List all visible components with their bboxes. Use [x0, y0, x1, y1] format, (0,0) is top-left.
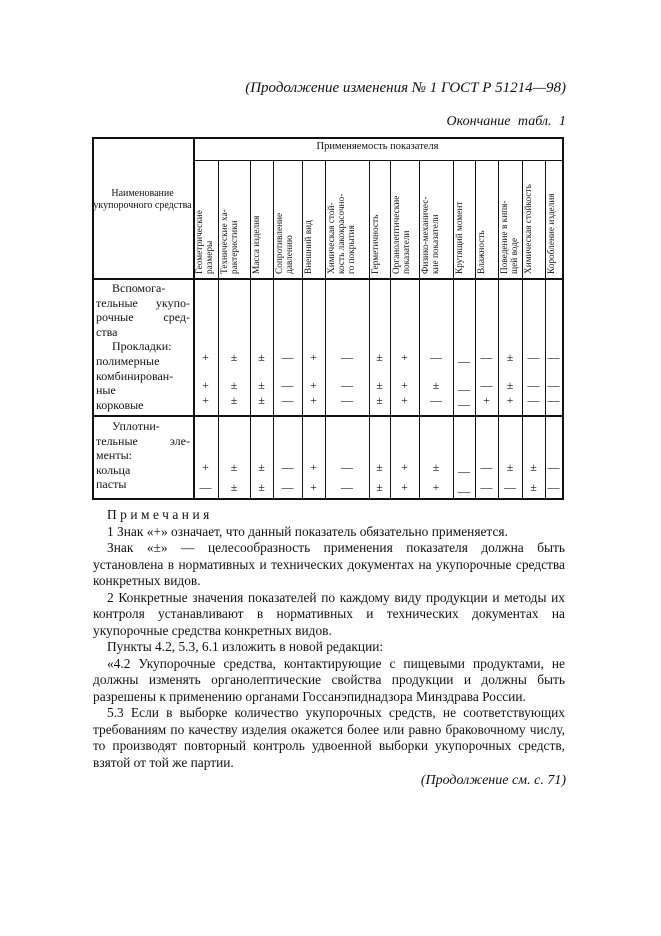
table-cell-value: —	[341, 378, 353, 392]
name-line: Уплотни-	[112, 419, 160, 433]
table-cell-value: —	[504, 480, 516, 494]
table-rule	[218, 160, 219, 498]
table-rule	[273, 160, 274, 498]
name-line: ные	[96, 383, 116, 398]
column-header: Геометрические размеры	[195, 210, 215, 274]
table-cell-value: +	[310, 378, 317, 392]
table-cell-value: +	[483, 393, 490, 407]
table-cell-value: +	[202, 378, 209, 392]
notes-title: Примечания	[107, 507, 213, 522]
table-cell-value: ±	[258, 393, 265, 407]
table-cell-value: —	[281, 378, 294, 392]
table-rule	[369, 160, 370, 498]
table-cell-value: —	[341, 480, 353, 494]
table-cell-value: ±	[506, 460, 514, 474]
table-caption: Окончание табл. 1	[446, 114, 566, 129]
table-cell-value: +	[310, 350, 317, 364]
table-cell-value: ±	[376, 393, 383, 407]
table-cell-value: ±	[258, 378, 265, 392]
table-rule	[92, 137, 562, 139]
table-rule	[562, 137, 564, 500]
table-rule	[92, 498, 562, 500]
table-cell-value: —	[547, 460, 560, 474]
table-rule	[193, 160, 562, 161]
table-rule	[522, 160, 523, 498]
name-line: Прокладки:	[112, 339, 172, 354]
table-rule	[390, 160, 391, 498]
column-header: Масса изделия	[252, 215, 262, 274]
table-cell-value: —	[458, 484, 470, 498]
table-cell-value: ±	[258, 480, 265, 494]
amendment-paragraph: Пункты 4.2, 5.3, 6.1 изложить в новой редакции:	[107, 639, 384, 654]
name-line: тельные эле-	[96, 433, 190, 448]
table-cell-value: ±	[530, 480, 537, 494]
table-cell-value: ±	[432, 460, 440, 474]
name-line: полимерные	[96, 353, 160, 368]
name-line: Вспомога-	[112, 281, 166, 295]
table-cell-value: —	[458, 354, 470, 368]
table-cell-value: —	[458, 397, 470, 411]
table-cell-value: —	[547, 350, 560, 364]
table-cell-value: +	[401, 393, 408, 407]
table-cell-value: +	[202, 393, 209, 407]
table-rule	[475, 160, 476, 498]
table-cell-value: ±	[432, 378, 440, 392]
section-name-cell	[96, 419, 190, 492]
table-cell-value: —	[547, 393, 560, 407]
notes	[93, 507, 565, 771]
table-cell-value: —	[527, 378, 540, 392]
table-cell-value: ±	[506, 378, 514, 392]
table-cell-value: —	[341, 350, 353, 364]
name-column-header: Наименование укупорочного средства	[93, 188, 192, 211]
table-cell-value: —	[547, 480, 560, 494]
name-line: рочные сред-	[96, 310, 190, 325]
table-cell-value: ±	[230, 378, 238, 392]
column-header: Химическая стойкость	[524, 184, 534, 274]
column-header: Влажность	[477, 230, 487, 274]
table-cell-value: ±	[376, 480, 383, 494]
table-cell-value: +	[310, 480, 317, 494]
table-cell-value: +	[432, 480, 440, 494]
table-rule	[92, 278, 562, 280]
amendment-paragraph: 5.3 Если в выборке количество укупорочных средств, не соответствующих требованиям по качеству изделия окажется более или равно браковочному числу, то производят повторный контроль удвоенной выборки укупорочных средств, взятой от той же партии.	[93, 705, 565, 770]
name-line: комбинирован-	[96, 368, 174, 383]
table-cell-value: —	[480, 378, 493, 392]
table-cell-value: +	[401, 378, 408, 392]
column-header: Коробление изделия	[547, 193, 557, 274]
column-header: Герметичность	[371, 214, 381, 274]
table-cell-value: +	[310, 393, 317, 407]
table-cell-value: ±	[376, 378, 383, 392]
table-cell-value: —	[527, 393, 540, 407]
table-cell-value: —	[547, 378, 560, 392]
table-rule	[498, 160, 499, 498]
note-paragraph: 1 Знак «+» означает, что данный показатель обязательно применяется.	[107, 523, 508, 539]
table-cell-value: —	[480, 480, 493, 494]
name-line: пасты	[96, 477, 127, 492]
table-cell-value: —	[281, 350, 294, 364]
note-paragraph: 2 Конкретные значения показателей по каждому виду продукции и методы их контроля устанавливают в нормативных и технических документах на укупорочные средства конкретных видов.	[93, 589, 565, 638]
group-header: Применяемость показателя	[316, 141, 439, 152]
column-header: Физико-механичес- кие показатели	[421, 196, 441, 274]
table-cell-value: +	[310, 460, 317, 474]
table-cell-value: ±	[230, 460, 238, 474]
section-name-cell	[96, 281, 190, 412]
table-cell-value: +	[202, 460, 209, 474]
page-header: (Продолжение изменения № 1 ГОСТ Р 51214—98)	[245, 80, 566, 96]
table-cell-value: —	[430, 393, 442, 407]
continuation-note: (Продолжение см. с. 71)	[420, 773, 566, 788]
table-cell-value: ±	[230, 393, 238, 407]
table-cell-value: ±	[506, 350, 514, 364]
table-cell-value: —	[281, 393, 294, 407]
table-cell-value: ±	[530, 460, 537, 474]
column-header: Сопротивление давлению	[275, 212, 295, 274]
table-cell-value: ±	[230, 350, 238, 364]
column-header: Органолептические показатели	[392, 195, 412, 274]
table-rule	[419, 160, 420, 498]
table-rule	[302, 160, 303, 498]
column-header: Внешний вид	[304, 220, 314, 274]
column-header: Технические ха- рактеристики	[220, 209, 240, 274]
table-rule	[92, 415, 562, 417]
table-rule	[325, 160, 326, 498]
table-cell-value: ±	[258, 460, 265, 474]
name-line: тельные укупо-	[96, 295, 190, 310]
table-cell-value: +	[401, 460, 408, 474]
table-rule	[545, 160, 546, 498]
table-cell-value: —	[341, 460, 353, 474]
table-cell-value: —	[341, 393, 353, 407]
table-cell-value: —	[480, 460, 493, 474]
table-cell-value: —	[430, 350, 442, 364]
name-line: корковые	[96, 397, 144, 412]
amendment-paragraph: «4.2 Укупорочные средства, контактирующие с пищевыми продуктами, не должны изменять органолептические свойства продукции и должны быть разрешены к применению органами Госсанэпиднадзора Минздрава России.	[93, 655, 565, 704]
name-line: ства	[96, 324, 118, 339]
table-cell-value: ±	[376, 460, 383, 474]
table-cell-value: —	[480, 350, 493, 364]
table-cell-value: —	[458, 464, 470, 478]
table-cell-value: +	[202, 350, 209, 364]
name-line: кольца	[96, 462, 131, 477]
table-cell-value: —	[199, 480, 212, 494]
column-header: Химическая стой- кость лакокрасочно- го покрытия	[327, 193, 357, 274]
name-line: менты:	[96, 448, 132, 463]
table-cell-value: +	[506, 393, 514, 407]
column-header: Крутящий момент	[455, 201, 465, 274]
table-cell-value: —	[458, 382, 470, 396]
table-rule	[250, 160, 251, 498]
note-paragraph: Знак «±» — целесообразность применения показателя должна быть установлена в нормативных и технических документах на укупорочные средства конкретных видов.	[93, 540, 565, 588]
table-cell-value: +	[401, 480, 408, 494]
table-cell-value: —	[281, 460, 294, 474]
table-rule	[92, 137, 94, 500]
table-cell-value: —	[527, 350, 540, 364]
table-cell-value: ±	[230, 480, 238, 494]
table-rule	[453, 160, 454, 498]
table-cell-value: —	[281, 480, 294, 494]
table-cell-value: ±	[376, 350, 383, 364]
column-header: Поведение в кипя- щей воде	[500, 200, 520, 274]
table-cell-value: +	[401, 350, 408, 364]
table-cell-value: ±	[258, 350, 265, 364]
